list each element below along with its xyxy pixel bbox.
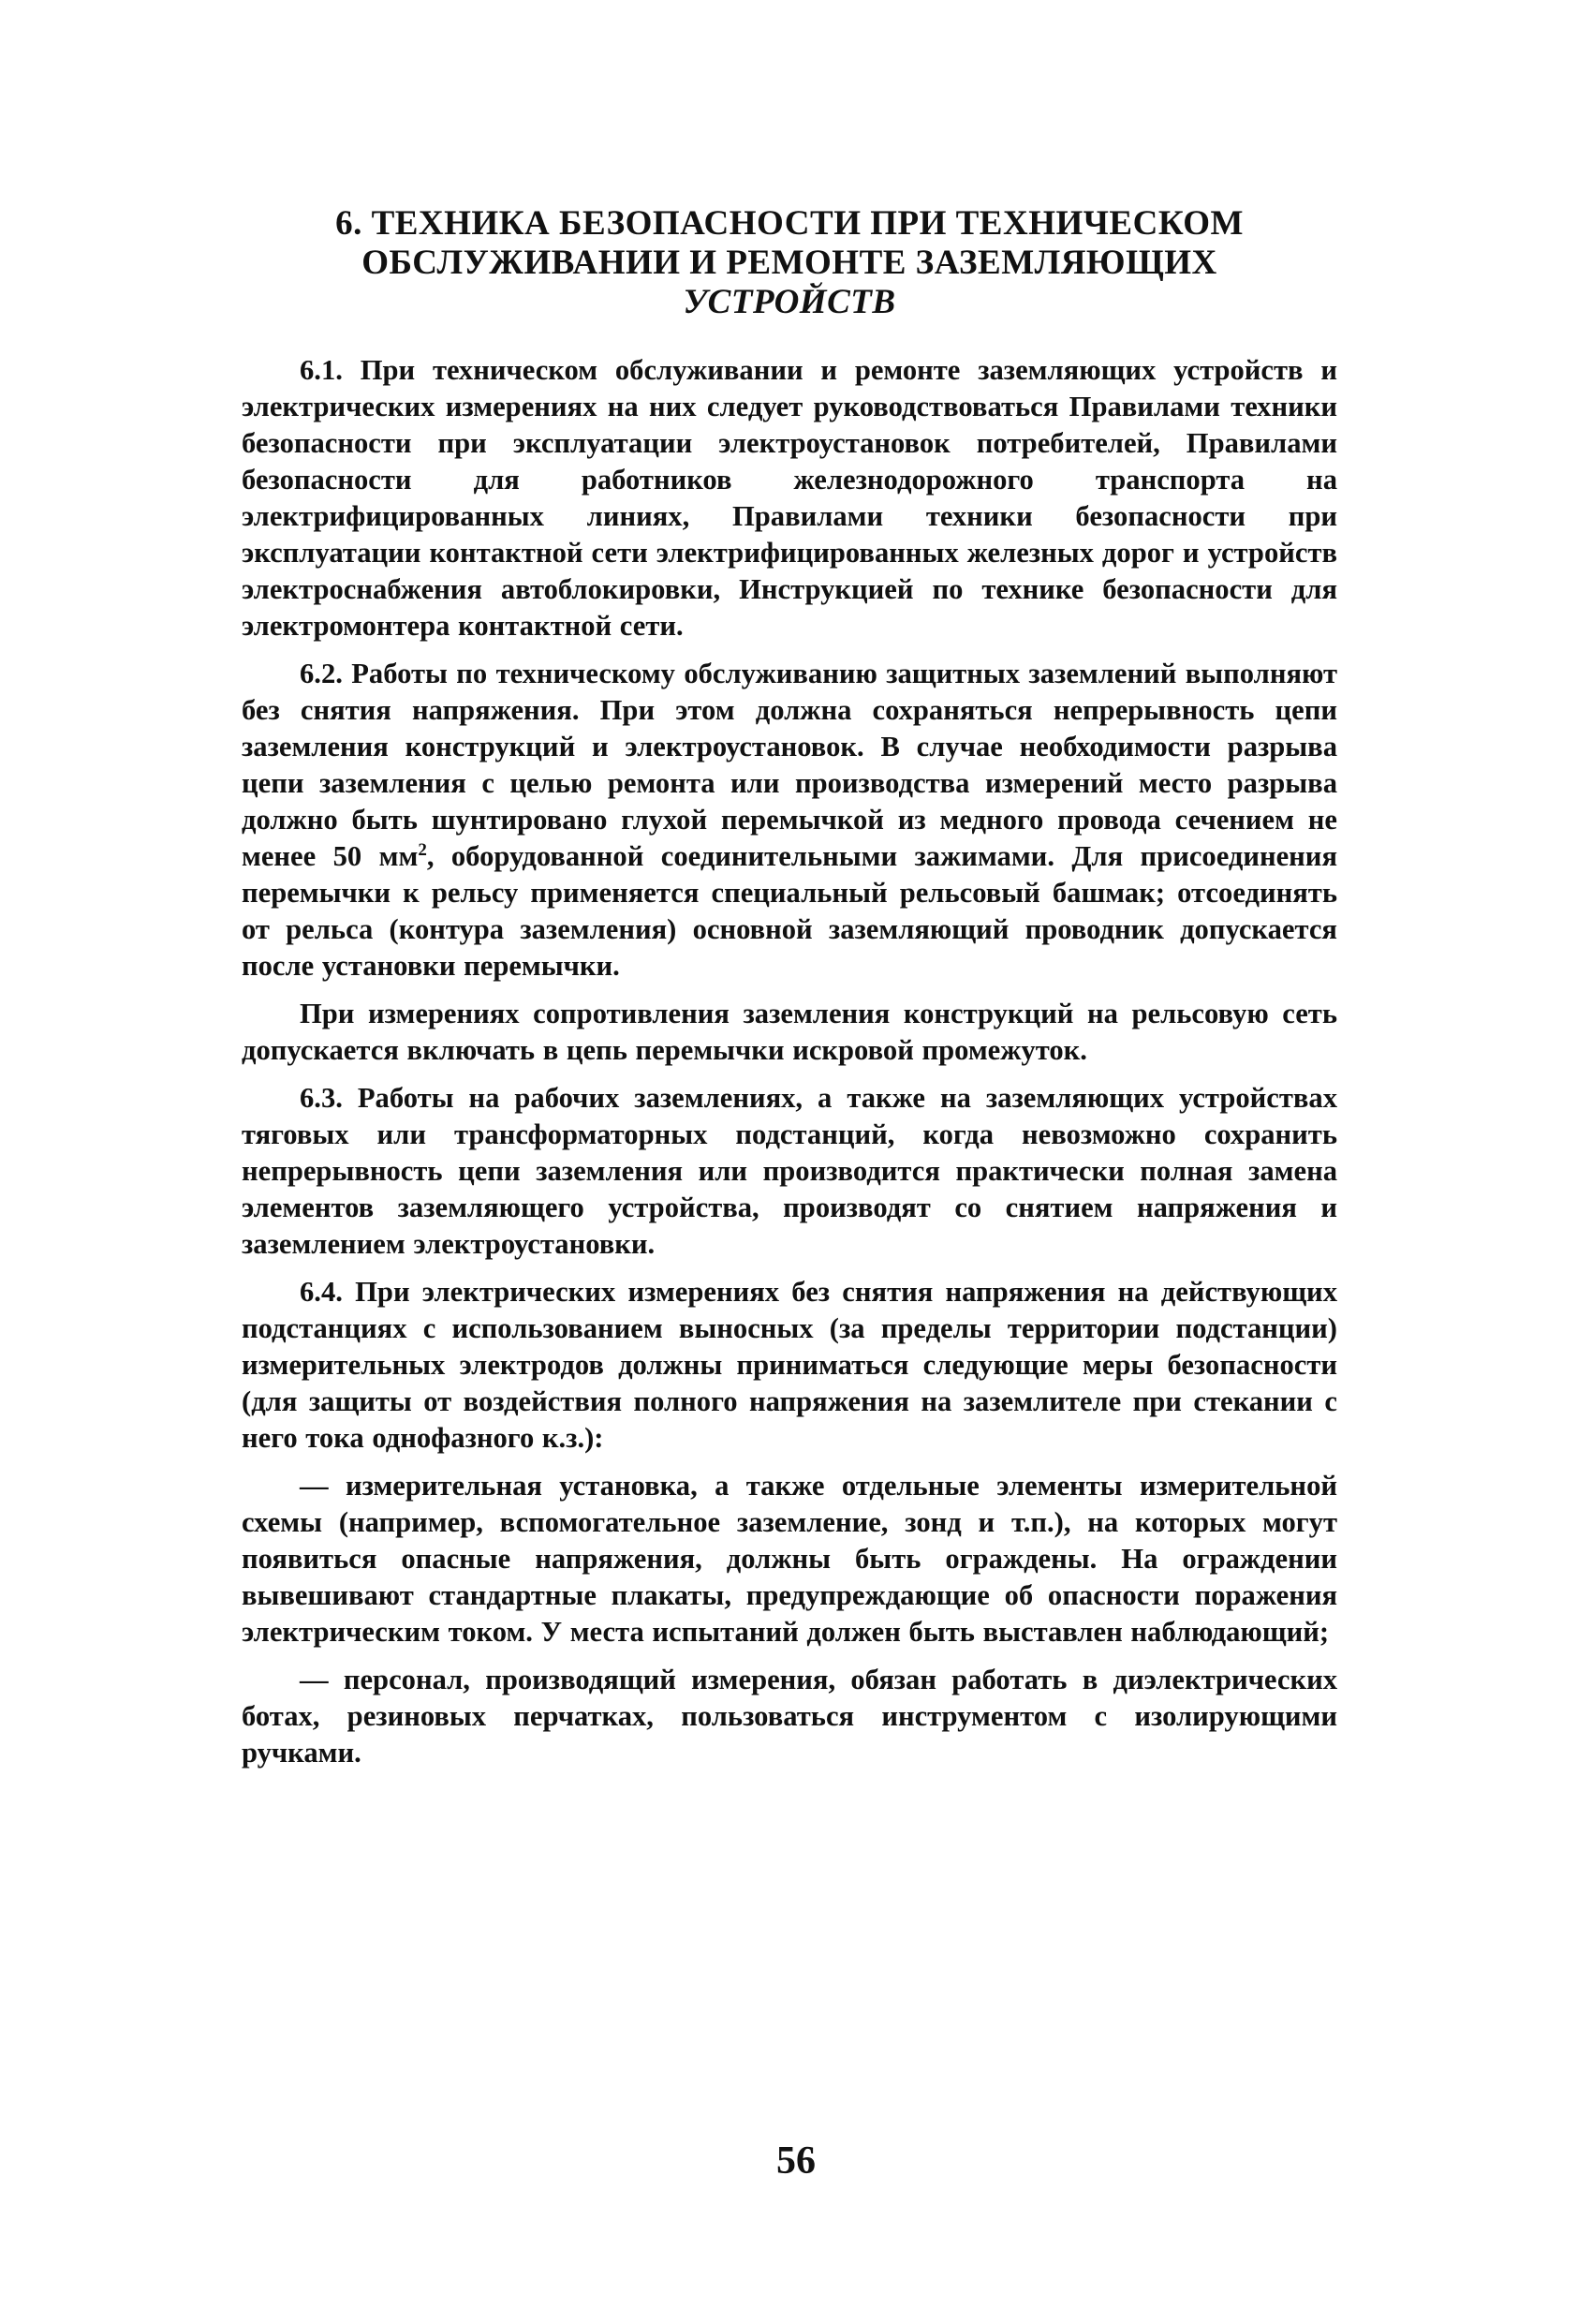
section-title-line-3: УСТРОЙСТВ [683,283,896,321]
document-page [242,204,1337,1783]
list-item-1: — измерительная установка, а также отдельные элементы измерительной схемы (например, вспомогательное заземление, зонд и т.п.), на которых могут появиться опасные напряжения, должны быть ограждены. На ограждении вывешивают стандартные плакаты, предупреждающие об опасности поражения электрическим током. У места испытаний должен быть выставлен наблюдающий; [242,1470,1337,1648]
paragraph-6-2-note: При измерениях сопротивления заземления конструкций на рельсовую сеть допускается включать в цепь перемычки искровой промежуток. [242,998,1337,1066]
paragraph-6-2 [242,656,1337,984]
section-body [242,352,1337,1771]
section-title [242,204,1337,322]
paragraph-6-2-text-b: , оборудованной соединительными зажимами. Для присоединения перемычки к рельсу применяется специальный рельсовый башмак; отсоединять от рельса (контура заземления) основной заземляющий проводник допускается после установки перемычки. [242,840,1337,982]
paragraph-6-4: 6.4. При электрических измерениях без снятия напряжения на действующих подстанциях с использованием выносных (за пределы территории подстанции) измерительных электродов должны приниматься следующие меры безопасности (для защиты от воздействия полного напряжения на заземлителе при стекании с него тока однофазного к.з.): [242,1276,1337,1454]
paragraph-6-3: 6.3. Работы на рабочих заземлениях, а также на заземляющих устройствах тяговых или трансформаторных подстанций, когда невозможно сохранить непрерывность цепи заземления или производится практически полная замена элементов заземляющего устройства, производят со снятием напряжения и заземлением электроустановки. [242,1082,1337,1260]
list-item-2: — персонал, производящий измерения, обязан работать в диэлектрических ботах, резиновых перчатках, пользоваться инструментом с изолирующими ручками. [242,1664,1337,1769]
superscript-square: 2 [418,839,427,860]
page-number: 56 [776,2139,816,2183]
section-title-line-2: ОБСЛУЖИВАНИИ И РЕМОНТЕ ЗАЗЕМЛЯЮЩИХ [361,244,1217,282]
paragraph-6-1: 6.1. При техническом обслуживании и ремонте заземляющих устройств и электрических измерениях на них следует руководствоваться Правилами техники безопасности при эксплуатации электроустановок потребителей, Правилами безопасности для работников железнодорожного транспорта на электрифицированных линиях, Правилами техники безопасности при эксплуатации контактной сети электрифицированных железных дорог и устройств электроснабжения автоблокировки, Инструкцией по технике безопасности для электромонтера контактной сети. [242,354,1337,642]
paragraph-6-2-text-a: 6.2. Работы по техническому обслуживанию защитных заземлений выполняют без снятия напряжения. При этом должна сохраняться непрерывность цепи заземления конструкций и электроустановок. В случае необходимости разрыва цепи заземления с целью ремонта или производства измерений место разрыва должно быть шунтировано глухой перемычкой из медного провода сечением не менее 50 мм [242,658,1337,872]
section-title-line-1: 6. ТЕХНИКА БЕЗОПАСНОСТИ ПРИ ТЕХНИЧЕСКОМ [335,204,1244,243]
